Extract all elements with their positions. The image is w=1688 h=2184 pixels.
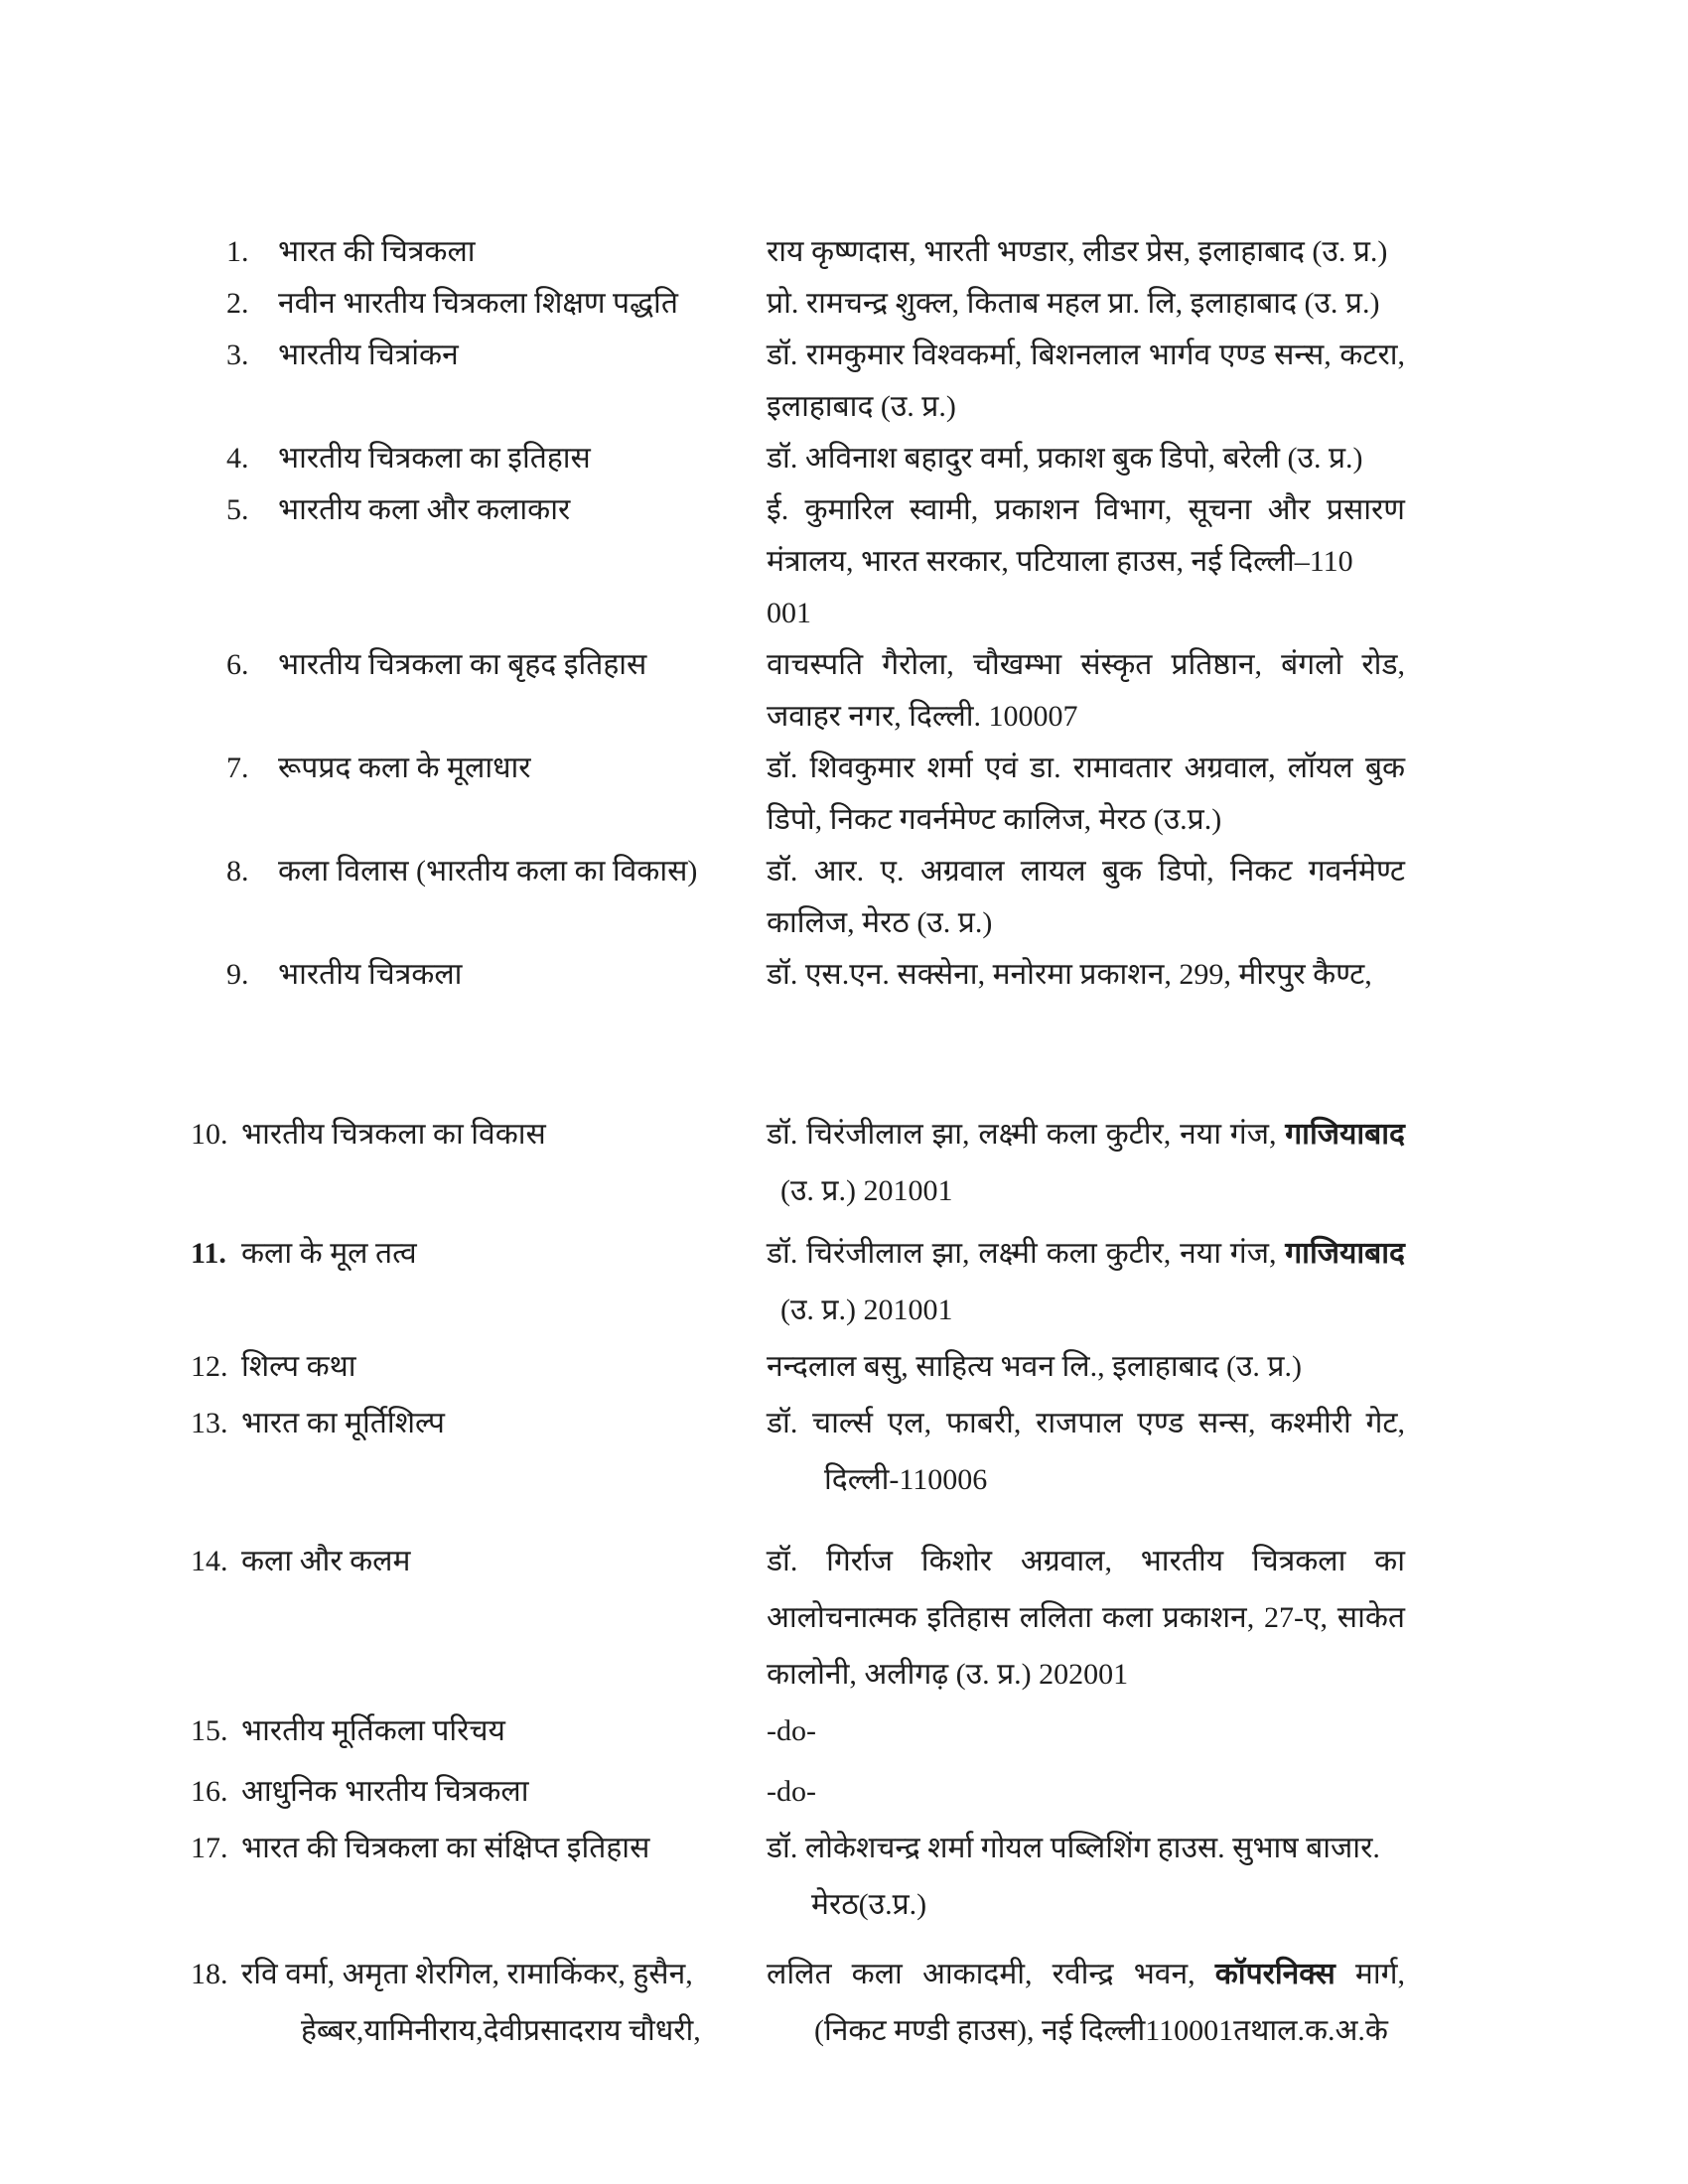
publisher-line	[767, 691, 1405, 743]
item-title	[241, 1533, 767, 1589]
item-left-cell	[191, 1395, 767, 1451]
item-title	[241, 1395, 767, 1451]
list-item	[191, 330, 1405, 433]
item-publisher	[767, 949, 1405, 1001]
publisher-text: -do-	[767, 1775, 816, 1808]
item-left-cell	[191, 1225, 767, 1282]
publisher-text: (उ. प्र.) 201001	[780, 1294, 953, 1326]
item-number: 4.	[226, 442, 249, 475]
item-left-cell	[191, 1820, 767, 1876]
item-number: 2.	[226, 287, 249, 320]
publisher-line	[767, 1946, 1405, 2002]
publisher-text: डॉ. चार्ल्स एल, फाबरी, राजपाल एण्ड सन्स, कश्मीरी गेट,	[767, 1407, 1405, 1439]
item-title	[241, 1763, 767, 1820]
publisher-text: डिपो, निकट गवर्नमेण्ट कालिज, मेरठ (उ.प्र.)	[767, 803, 1222, 836]
publisher-line	[767, 639, 1405, 691]
publisher-line	[767, 1106, 1405, 1162]
item-left-cell	[191, 278, 767, 330]
publisher-text-bold: कॉपरनिक्स	[1214, 1958, 1336, 1990]
item-left-cell	[191, 949, 767, 1001]
item-number: 5.	[226, 493, 249, 526]
publisher-text: मंत्रालय, भारत सरकार, पटियाला हाउस, नई दिल्ली–110 001	[767, 545, 1353, 629]
publisher-text: डॉ. अविनाश बहादुर वर्मा, प्रकाश बुक डिपो, बरेली (उ. प्र.)	[767, 442, 1363, 475]
list-item	[191, 949, 1405, 1001]
item-title	[278, 484, 767, 536]
list-item	[191, 1106, 1405, 1219]
publisher-line	[767, 278, 1405, 330]
item-title-line: रवि वर्मा, अमृता शेरगिल, रामाकिंकर, हुसैन,	[241, 1958, 693, 1990]
item-title-line: भारत का मूर्तिशिल्प	[241, 1407, 445, 1439]
item-number: 11.	[191, 1237, 226, 1270]
publisher-text: (उ. प्र.) 201001	[780, 1174, 953, 1207]
list-item	[191, 1703, 1405, 1759]
item-publisher	[767, 484, 1405, 639]
item-number: 6.	[226, 648, 249, 681]
publisher-line	[767, 330, 1405, 381]
item-left-cell	[191, 1763, 767, 1820]
publisher-text: डॉ. चिरंजीलाल झा, लक्ष्मी कला कुटीर, नया गंज,	[767, 1118, 1286, 1151]
list-item	[191, 743, 1405, 846]
item-title	[241, 1946, 767, 2059]
list-item	[191, 1395, 1405, 1508]
publisher-text: मेरठ(उ.प्र.)	[811, 1888, 927, 1921]
item-left-cell	[191, 484, 767, 536]
item-publisher	[767, 1106, 1405, 1219]
item-title	[278, 639, 767, 691]
item-title-line: भारतीय चित्रकला का बृहद इतिहास	[278, 648, 647, 681]
item-publisher	[767, 1946, 1405, 2059]
publisher-line	[767, 794, 1405, 846]
publisher-line	[811, 1876, 1405, 1933]
publisher-text: डॉ. चिरंजीलाल झा, लक्ष्मी कला कुटीर, नया गंज,	[767, 1237, 1286, 1270]
publisher-text: प्रो. रामचन्द्र शुक्ल, किताब महल प्रा. लि, इलाहाबाद (उ. प्र.)	[767, 287, 1380, 320]
item-title-line: हेब्बर,यामिनीराय,देवीप्रसादराय चौधरी,	[301, 2014, 701, 2047]
item-title-line: भारतीय मूर्तिकला परिचय	[241, 1714, 505, 1747]
publisher-line	[767, 536, 1405, 639]
item-publisher	[767, 1763, 1405, 1820]
list-item	[191, 226, 1405, 278]
publisher-line	[780, 1162, 1405, 1219]
item-publisher	[767, 1225, 1405, 1338]
publisher-text: राय कृष्णदास, भारती भण्डार, लीडर प्रेस, इलाहाबाद (उ. प्र.)	[767, 235, 1388, 268]
item-publisher	[767, 743, 1405, 846]
publisher-text: ई. कुमारिल स्वामी, प्रकाशन विभाग, सूचना और प्रसारण	[767, 493, 1405, 526]
item-publisher	[767, 226, 1405, 278]
item-title-line: आधुनिक भारतीय चित्रकला	[241, 1775, 529, 1808]
publisher-text: (निकट मण्डी हाउस), नई दिल्ली110001तथाल.क.अ.के	[814, 2014, 1388, 2047]
item-title-line: भारतीय चित्रकला	[278, 958, 463, 991]
list-item	[191, 1225, 1405, 1338]
item-number: 14.	[191, 1545, 228, 1577]
publisher-line	[767, 226, 1405, 278]
item-publisher	[767, 1338, 1405, 1395]
item-left-cell	[191, 226, 767, 278]
publisher-text: दिल्ली-110006	[824, 1463, 988, 1496]
item-title-line: शिल्प कथा	[241, 1350, 356, 1383]
publisher-text: डॉ. गिर्राज किशोर अग्रवाल, भारतीय चित्रकला का	[767, 1545, 1405, 1577]
item-left-cell	[191, 433, 767, 484]
publisher-line	[767, 1703, 1405, 1759]
item-title-line: रूपप्रद कला के मूलाधार	[278, 751, 531, 784]
publisher-text-bold: गाजियाबाद	[1285, 1118, 1405, 1151]
item-left-cell	[191, 846, 767, 897]
publisher-text: डॉ. आर. ए. अग्रवाल लायल बुक डिपो, निकट गवर्नमेण्ट	[767, 855, 1405, 887]
list-item	[191, 1946, 1405, 2059]
item-publisher	[767, 1820, 1405, 1933]
item-title	[241, 1338, 767, 1395]
publisher-line	[767, 897, 1405, 949]
publisher-line	[780, 1282, 1405, 1338]
list-item	[191, 846, 1405, 949]
item-number: 15.	[191, 1714, 228, 1747]
item-title-line: नवीन भारतीय चित्रकला शिक्षण पद्धति	[278, 287, 678, 320]
item-publisher	[767, 639, 1405, 743]
item-title	[278, 226, 767, 278]
item-title	[241, 1225, 767, 1282]
item-title	[241, 1820, 767, 1876]
bibliography-list	[191, 226, 1405, 2059]
publisher-text: -do-	[767, 1714, 816, 1747]
publisher-text: ललित कला आकादमी, रवीन्द्र भवन,	[767, 1958, 1215, 1990]
item-title	[278, 743, 767, 794]
item-number: 10.	[191, 1118, 228, 1151]
item-number: 17.	[191, 1832, 228, 1864]
item-publisher	[767, 330, 1405, 433]
publisher-line	[767, 1646, 1405, 1703]
list-item	[191, 1763, 1405, 1820]
publisher-text: आलोचनात्मक इतिहास ललिता कला प्रकाशन, 27-ए, साकेत	[767, 1601, 1405, 1634]
item-title	[241, 1703, 767, 1759]
publisher-line	[767, 1533, 1405, 1589]
list-item	[191, 639, 1405, 743]
list-item	[191, 433, 1405, 484]
item-title	[278, 949, 767, 1001]
publisher-line	[767, 484, 1405, 536]
item-publisher	[767, 433, 1405, 484]
publisher-line	[824, 1451, 1405, 1508]
publisher-text: इलाहाबाद (उ. प्र.)	[767, 390, 956, 423]
item-number: 16.	[191, 1775, 228, 1808]
item-title	[278, 433, 767, 484]
publisher-text: डॉ. शिवकुमार शर्मा एवं डा. रामावतार अग्रवाल, लॉयल बुक	[767, 751, 1405, 784]
publisher-line	[767, 1338, 1405, 1395]
item-left-cell	[191, 1946, 767, 2059]
item-number: 1.	[226, 235, 249, 268]
item-publisher	[767, 1533, 1405, 1703]
item-title	[278, 846, 767, 897]
publisher-line	[767, 1820, 1405, 1876]
item-publisher	[767, 278, 1405, 330]
item-left-cell	[191, 1338, 767, 1395]
item-left-cell	[191, 330, 767, 381]
publisher-text: डॉ. एस.एन. सक्सेना, मनोरमा प्रकाशन, 299, मीरपुर कैण्ट,	[767, 958, 1372, 991]
publisher-text: वाचस्पति गैरोला, चौखम्भा संस्कृत प्रतिष्ठान, बंगलो रोड,	[767, 648, 1405, 681]
item-title-line: भारत की चित्रकला	[278, 235, 476, 268]
item-title-line: भारतीय चित्रकला का इतिहास	[278, 442, 591, 475]
publisher-line	[814, 2002, 1405, 2059]
list-item	[191, 484, 1405, 639]
publisher-text: डॉ. रामकुमार विश्वकर्मा, बिशनलाल भार्गव एण्ड सन्स, कटरा,	[767, 339, 1405, 371]
item-left-cell	[191, 639, 767, 691]
item-title-line: भारतीय चित्रांकन	[278, 339, 459, 371]
publisher-line	[767, 1395, 1405, 1451]
item-left-cell	[191, 743, 767, 794]
publisher-text: नन्दलाल बसु, साहित्य भवन लि., इलाहाबाद (उ. प्र.)	[767, 1350, 1302, 1383]
item-publisher	[767, 846, 1405, 949]
publisher-line	[767, 433, 1405, 484]
item-publisher	[767, 1703, 1405, 1759]
publisher-line	[767, 1225, 1405, 1282]
list-item	[191, 1338, 1405, 1395]
item-left-cell	[191, 1703, 767, 1759]
item-number: 13.	[191, 1407, 228, 1439]
publisher-text: कालोनी, अलीगढ़ (उ. प्र.) 202001	[767, 1658, 1129, 1691]
item-number: 12.	[191, 1350, 228, 1383]
item-number: 8.	[226, 855, 249, 887]
item-title	[278, 278, 767, 330]
publisher-line	[767, 846, 1405, 897]
list-item	[191, 1533, 1405, 1703]
publisher-line	[767, 1589, 1405, 1646]
list-item	[191, 278, 1405, 330]
publisher-line	[767, 381, 1405, 433]
item-title-line: कला विलास (भारतीय कला का विकास)	[278, 855, 698, 887]
publisher-text: डॉ. लोकेशचन्द्र शर्मा गोयल पब्लिशिंग हाउस. सुभाष बाजार.	[767, 1832, 1380, 1864]
item-left-cell	[191, 1533, 767, 1589]
item-title-line: भारतीय कला और कलाकार	[278, 493, 571, 526]
item-number: 3.	[226, 339, 249, 371]
publisher-line	[767, 949, 1405, 1001]
item-title-line: कला के मूल तत्व	[241, 1237, 417, 1270]
publisher-line	[767, 1763, 1405, 1820]
item-publisher	[767, 1395, 1405, 1508]
list-item	[191, 1820, 1405, 1933]
publisher-text-bold: गाजियाबाद	[1285, 1237, 1405, 1270]
publisher-text: कालिज, मेरठ (उ. प्र.)	[767, 906, 993, 939]
item-left-cell	[191, 1106, 767, 1162]
publisher-line	[767, 743, 1405, 794]
item-number: 7.	[226, 751, 249, 784]
item-number: 18.	[191, 1958, 228, 1990]
publisher-text: मार्ग,	[1335, 1958, 1405, 1990]
item-number: 9.	[226, 958, 249, 991]
publisher-text: जवाहर नगर, दिल्ली. 100007	[767, 700, 1078, 733]
item-title-line: कला और कलम	[241, 1545, 411, 1577]
item-title-line: भारत की चित्रकला का संक्षिप्त इतिहास	[241, 1832, 650, 1864]
item-title	[241, 1106, 767, 1162]
item-title	[278, 330, 767, 381]
item-title-line: भारतीय चित्रकला का विकास	[241, 1118, 546, 1151]
